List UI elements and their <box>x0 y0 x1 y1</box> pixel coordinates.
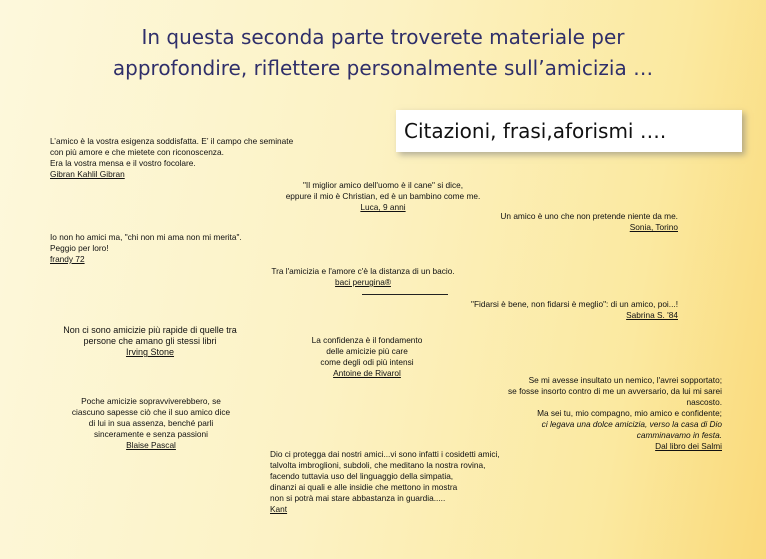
quote-pascal <box>58 396 244 451</box>
quote-line: facendo tuttavia uso del linguaggio della simpatia, <box>270 471 454 481</box>
quote-irving <box>44 325 256 358</box>
quote-line: dinanzi ai quali e alle insidie che mettono in mostra <box>270 482 458 492</box>
divider-line <box>362 294 448 295</box>
quote-line: Tra l'amicizia e l'amore c'è la distanza di un bacio. <box>271 266 455 276</box>
quote-author: Luca, 9 anni <box>360 202 406 212</box>
quote-line: Peggio per loro! <box>50 243 109 253</box>
quote-author: Kant <box>270 504 288 514</box>
quote-line: Se mi avesse insultato un nemico, l'avrei sopportato; <box>528 375 722 385</box>
quote-line: Io non ho amici ma, "chi non mi ama non mi merita". <box>50 232 242 242</box>
quote-line: nascosto. <box>686 397 722 407</box>
quote-line: di lui in sua assenza, benché parli <box>88 418 214 428</box>
quote-line: Ma sei tu, mio compagno, mio amico e confidente; <box>537 408 722 418</box>
page-title <box>0 22 766 84</box>
quote-author: frandy 72 <box>50 254 85 264</box>
quote-line: ciascuno sapesse ciò che il suo amico dice <box>71 407 231 417</box>
quote-author: Blaise Pascal <box>126 440 176 450</box>
quote-bacio <box>258 266 468 288</box>
quote-line: Era la vostra mensa e il vostro focolare. <box>50 158 196 168</box>
quote-line: Un amico è uno che non pretende niente da me. <box>500 211 678 221</box>
quote-line: Non ci sono amicizie più rapide di quelle tra <box>63 325 237 335</box>
quote-line: eppure il mio è Christian, ed è un bambino come me. <box>285 191 481 201</box>
quote-line: come degli odi più intensi <box>320 357 414 367</box>
quote-line: La confidenza è il fondamento <box>311 335 423 345</box>
quote-rivarol <box>294 335 440 379</box>
quote-kant <box>270 449 500 515</box>
quote-line: non si potrà mai stare abbastanza in guardia..... <box>270 493 446 503</box>
quote-line: "Fidarsi è bene, non fidarsi è meglio": di un amico, poi...! <box>471 299 678 309</box>
page-title-line-1: In questa seconda parte troverete materiale per <box>141 25 625 49</box>
quote-sabrina <box>440 299 678 321</box>
quote-author: Sabrina S. '84 <box>626 310 678 320</box>
quote-line: persone che amano gli stessi libri <box>83 336 217 346</box>
quote-author: Dal libro dei Salmi <box>655 441 722 451</box>
quote-line: "Il miglior amico dell'uomo è il cane" si dice, <box>302 180 464 190</box>
page-title-line-2: approfondire, riflettere personalmente sull’amicizia … <box>112 56 654 80</box>
quote-gibran <box>50 136 293 180</box>
quote-line: L’amico è la vostra esigenza soddisfatta. E’ il campo che seminate <box>50 136 294 146</box>
quote-author: baci perugina® <box>335 277 391 287</box>
quote-line: sinceramente e senza passioni <box>94 429 208 439</box>
quote-line: Dio ci protegga dai nostri amici...vi sono infatti i cosidetti amici, <box>270 449 500 459</box>
quote-author: Sonia, Torino <box>629 222 678 232</box>
quote-line: Poche amicizie sopravviverebbero, se <box>81 396 221 406</box>
section-heading-box: Citazioni, frasi,aforismi …. <box>396 110 742 152</box>
quote-author: Irving Stone <box>125 347 175 357</box>
quote-line: se fosse insorto contro di me un avversario, da lui mi sarei <box>508 386 722 396</box>
quote-salmi <box>474 375 722 452</box>
quote-frandy <box>50 232 242 265</box>
quote-line: camminavamo in festa. <box>636 430 722 440</box>
quote-sonia <box>480 211 678 233</box>
quote-line: con più amore e che mietete con riconoscenza. <box>50 147 224 157</box>
quote-line: delle amicizie più care <box>326 346 408 356</box>
quote-line: ci legava una dolce amicizia, verso la casa di Dio <box>541 419 722 429</box>
quote-author: Gibran Kahlil Gibran <box>50 169 125 179</box>
quote-luca <box>250 180 516 213</box>
quote-line: talvolta imbroglioni, subdoli, che meditano la nostra rovina, <box>270 460 486 470</box>
quote-author: Antoine de Rivarol <box>333 368 401 378</box>
